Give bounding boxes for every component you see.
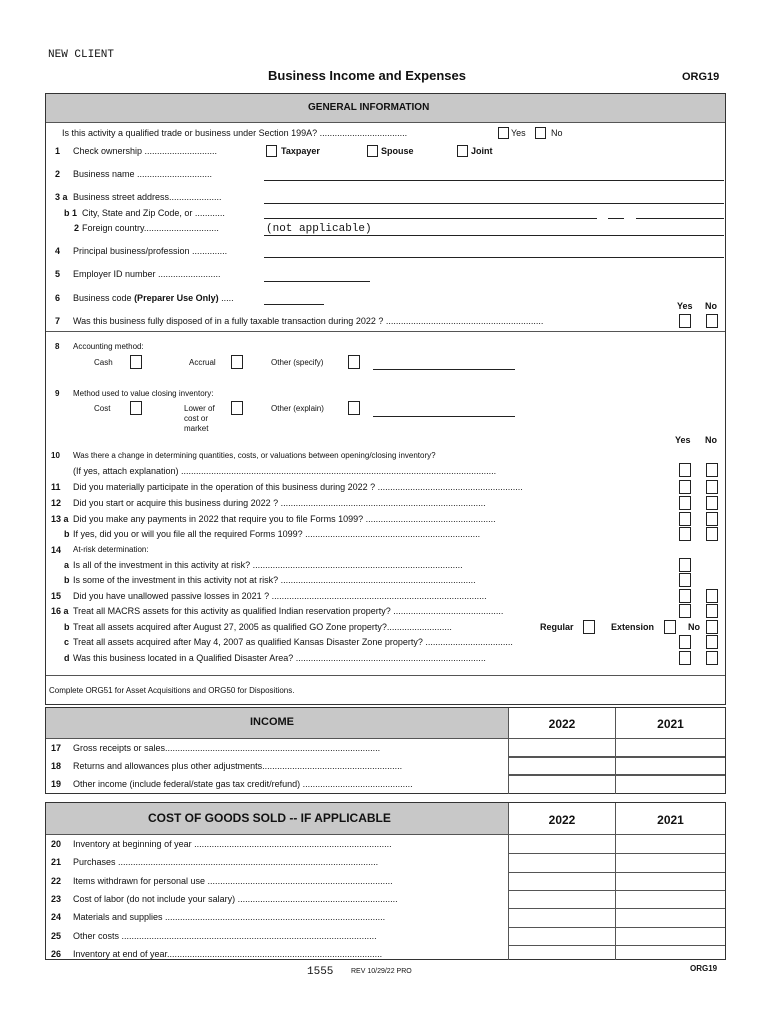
cogs-amount-2021-field[interactable] — [616, 835, 724, 852]
line-13a-label: Did you make any payments in 2022 that require you to file Forms 1099? .................................................... — [73, 514, 496, 524]
line-6-label — [73, 293, 234, 303]
line-16d-yes-checkbox[interactable] — [679, 651, 691, 665]
form-title: Business Income and Expenses — [268, 68, 466, 83]
yes-column-header: Yes — [677, 301, 693, 311]
line-10-number: 10 — [51, 451, 60, 460]
other-explain-field[interactable] — [373, 416, 515, 417]
joint-checkbox[interactable] — [457, 145, 468, 157]
line-16d-no-checkbox[interactable] — [706, 651, 718, 665]
line-10-yes-checkbox[interactable] — [679, 463, 691, 477]
line-13b-no-checkbox[interactable] — [706, 527, 718, 541]
asset-note: Complete ORG51 for Asset Acquisitions and ORG50 for Dispositions. — [49, 686, 295, 695]
line-5-number: 5 — [55, 269, 61, 279]
street-address-field[interactable] — [264, 203, 724, 204]
cogs-line-number: 20 — [51, 839, 62, 849]
line-16b-number: b — [64, 622, 70, 632]
other-explain-label: Other (explain) — [271, 404, 324, 413]
cogs-amount-2022-field[interactable] — [509, 927, 614, 944]
cogs-title: COST OF GOODS SOLD -- IF APPLICABLE — [148, 811, 391, 825]
line-16c-yes-checkbox[interactable] — [679, 635, 691, 649]
cogs-line-number: 21 — [51, 857, 62, 868]
line-3b-number: b 1 — [64, 208, 78, 218]
cogs-col-2021: 2021 — [657, 813, 684, 827]
q199a-label: Is this activity a qualified trade or business under Section 199A? ................................... — [62, 128, 408, 138]
other-explain-checkbox[interactable] — [348, 401, 360, 415]
line-11-yes-checkbox[interactable] — [679, 480, 691, 494]
cogs-line-number: 26 — [51, 948, 62, 959]
cogs-line-number: 24 — [51, 912, 62, 923]
cogs-amount-2021-field[interactable] — [616, 908, 724, 925]
spouse-label: Spouse — [381, 146, 414, 156]
line-2-label: Business name .............................. — [73, 169, 213, 179]
cogs-line-label: Items withdrawn for personal use .......................................................................... — [73, 875, 393, 886]
line-3a-number: 3 a — [55, 192, 68, 202]
q199a-no-checkbox[interactable] — [535, 127, 546, 139]
line-15-number: 15 — [51, 591, 62, 601]
principal-business-field[interactable] — [264, 257, 724, 258]
cogs-amount-2022-field[interactable] — [509, 835, 614, 852]
accrual-label: Accrual — [189, 358, 216, 367]
cogs-line-label: Other costs ...................................................................................................... — [73, 930, 377, 941]
lower-of-label-1: Lower of — [184, 404, 215, 413]
line-3c-number: 2 — [74, 223, 80, 233]
cogs-amount-2021-field[interactable] — [616, 927, 724, 944]
cogs-line-number: 22 — [51, 875, 62, 886]
regular-label: Regular — [540, 622, 574, 632]
client-label: NEW CLIENT — [48, 49, 115, 61]
page-number: 1555 — [307, 966, 334, 978]
line-3a-label: Business street address..................... — [73, 192, 222, 202]
line-16a-no-checkbox[interactable] — [706, 604, 718, 618]
accrual-checkbox[interactable] — [231, 355, 243, 369]
line-6-number: 6 — [55, 293, 61, 303]
cogs-amount-2022-field[interactable] — [509, 853, 614, 870]
line-13a-no-checkbox[interactable] — [706, 512, 718, 526]
income-amount-2022-field[interactable] — [509, 775, 614, 792]
cogs-amount-2022-field[interactable] — [509, 945, 614, 962]
line-14-number: 14 — [51, 545, 62, 555]
line-4-label: Principal business/profession .............. — [73, 246, 228, 256]
line-14-label: At-risk determination: — [73, 545, 149, 554]
line-9-label: Method used to value closing inventory: — [73, 389, 214, 398]
zip-field[interactable] — [636, 218, 724, 219]
line-16d-label: Was this business located in a Qualified Disaster Area? ............................................................................ — [73, 653, 486, 663]
cogs-line-number: 25 — [51, 930, 62, 941]
cogs-col-2022: 2022 — [548, 813, 576, 827]
general-title: GENERAL INFORMATION — [308, 102, 430, 113]
line-10-no-checkbox[interactable] — [706, 463, 718, 477]
line-12-no-checkbox[interactable] — [706, 496, 718, 510]
line-15-yes-checkbox[interactable] — [679, 589, 691, 603]
line-10-label-2: (If yes, attach explanation) .............................................................................................................................. — [73, 466, 497, 476]
line-16a-yes-checkbox[interactable] — [679, 604, 691, 618]
line-16b-label: Treat all assets acquired after August 27, 2005 as qualified GO Zone property?.......................... — [73, 622, 452, 632]
income-col-2022: 2022 — [548, 717, 576, 731]
line-3c-label: Foreign country.............................. — [82, 223, 219, 233]
line-16a-number: 16 a — [51, 606, 69, 616]
line-16d-number: d — [64, 653, 70, 663]
q199a-yes-label: Yes — [511, 128, 526, 138]
line-16b-no-label: No — [688, 622, 700, 632]
line-15-no-checkbox[interactable] — [706, 589, 718, 603]
line-12-label: Did you start or acquire this business during 2022 ? .................................................................................. — [73, 498, 486, 508]
lower-of-label-3: market — [184, 424, 209, 433]
line-10-label: Was there a change in determining quantities, costs, or valuations between opening/closing inventory? — [73, 451, 436, 460]
cogs-line-number: 23 — [51, 893, 62, 904]
cogs-amount-2021-field[interactable] — [616, 945, 724, 962]
income-line-label: Other income (include federal/state gas tax credit/refund) ............................................ — [73, 779, 413, 789]
line-12-yes-checkbox[interactable] — [679, 496, 691, 510]
income-col-2021: 2021 — [657, 717, 684, 731]
line-13b-number: b — [64, 529, 70, 539]
line-5-label: Employer ID number ......................... — [73, 269, 221, 279]
city-field[interactable] — [264, 218, 597, 219]
cogs-line-label: Purchases ........................................................................................................ — [73, 857, 379, 868]
line-16c-no-checkbox[interactable] — [706, 635, 718, 649]
line-13b-label: If yes, did you or will you file all the required Forms 1099? ...................................................................... — [73, 529, 481, 539]
cost-checkbox[interactable] — [130, 401, 142, 415]
foreign-country-value[interactable]: (not applicable) — [266, 223, 372, 235]
employer-id-field[interactable] — [264, 281, 370, 282]
other-specify-label: Other (specify) — [271, 358, 324, 367]
income-amount-2022-field[interactable] — [509, 757, 614, 774]
line-1-number: 1 — [55, 146, 61, 156]
line-11-no-checkbox[interactable] — [706, 480, 718, 494]
line-9-number: 9 — [55, 389, 60, 398]
line-7-no-checkbox[interactable] — [706, 314, 718, 328]
line-13a-number: 13 a — [51, 514, 69, 524]
other-specify-field[interactable] — [373, 369, 515, 370]
line-14a-yes-checkbox[interactable] — [679, 558, 691, 572]
extension-label: Extension — [611, 622, 655, 632]
line-7-yes-checkbox[interactable] — [679, 314, 691, 328]
q199a-no-label: No — [551, 128, 563, 138]
line-8-number: 8 — [55, 342, 60, 351]
line-14b-label: Is some of the investment in this activity not at risk? .............................................................................. — [73, 575, 476, 585]
state-field[interactable] — [608, 218, 624, 219]
cost-label: Cost — [94, 404, 111, 413]
line-16a-label: Treat all MACRS assets for this activity as qualified Indian reservation property? ............................................ — [73, 606, 504, 616]
form-code: ORG19 — [682, 71, 720, 83]
regular-checkbox[interactable] — [583, 620, 595, 634]
line-8-label: Accounting method: — [73, 342, 144, 351]
line-6-preparer: (Preparer Use Only) — [134, 293, 219, 303]
cogs-amount-2022-field[interactable] — [509, 890, 614, 907]
income-line-number: 19 — [51, 779, 62, 789]
cash-checkbox[interactable] — [130, 355, 142, 369]
no-column-header: No — [705, 301, 717, 311]
line-13a-yes-checkbox[interactable] — [679, 512, 691, 526]
spouse-checkbox[interactable] — [367, 145, 378, 157]
line-15-label: Did you have unallowed passive losses in 2021 ? ...................................................................................... — [73, 591, 487, 601]
line-1-label: Check ownership ............................. — [73, 146, 218, 156]
line-6-text: Business code — [73, 293, 132, 303]
cogs-line-label: Inventory at end of year...................................................................................... — [73, 948, 383, 959]
cogs-amount-2022-field[interactable] — [509, 908, 614, 925]
footer-form-code: ORG19 — [690, 964, 718, 973]
business-code-field[interactable] — [264, 304, 324, 305]
taxpayer-label: Taxpayer — [281, 146, 320, 156]
divider-1 — [46, 331, 725, 332]
divider-2 — [46, 675, 725, 676]
line-7-label: Was this business fully disposed of in a fully taxable transaction during 2022 ? ............................................................... — [73, 316, 544, 326]
line-3b-label: City, State and Zip Code, or ............ — [82, 208, 225, 218]
cogs-line-label: Inventory at beginning of year ............................................................................... — [73, 839, 392, 849]
line-2-number: 2 — [55, 169, 61, 179]
cogs-line-label: Materials and supplies ........................................................................................ — [73, 912, 386, 923]
cash-label: Cash — [94, 358, 113, 367]
income-line-number: 18 — [51, 761, 62, 771]
questions-no-header: No — [705, 435, 717, 445]
line-16c-number: c — [64, 637, 70, 647]
cogs-amount-2022-field[interactable] — [509, 872, 614, 889]
lower-of-label-2: cost or — [184, 414, 209, 423]
line-16c-label: Treat all assets acquired after May 4, 2007 as qualified Kansas Disaster Zone property? ................................... — [73, 637, 513, 647]
cogs-line-label: Cost of labor (do not include your salary) ................................................................ — [73, 893, 398, 904]
questions-yes-header: Yes — [675, 435, 691, 445]
income-amount-2022-field[interactable] — [509, 739, 614, 756]
lower-of-checkbox[interactable] — [231, 401, 243, 415]
income-amount-2021-field[interactable] — [616, 775, 724, 792]
business-name-field[interactable] — [264, 180, 724, 181]
other-specify-checkbox[interactable] — [348, 355, 360, 369]
cogs-amount-2021-field[interactable] — [616, 872, 724, 889]
line-14a-number: a — [64, 560, 70, 570]
line-14b-number: b — [64, 575, 70, 585]
foreign-country-field — [264, 235, 724, 236]
revision-label: REV 10/29/22 PRO — [351, 968, 412, 975]
cogs-amount-2021-field[interactable] — [616, 853, 724, 870]
line-11-label: Did you materially participate in the operation of this business during 2022 ? .......................................................... — [73, 482, 523, 492]
line-16b-no-checkbox[interactable] — [706, 620, 718, 634]
income-amount-2021-field[interactable] — [616, 757, 724, 774]
line-7-number: 7 — [55, 316, 61, 326]
income-line-label: Gross receipts or sales...................................................................................... — [73, 743, 381, 753]
q199a-yes-checkbox[interactable] — [498, 127, 509, 139]
extension-checkbox[interactable] — [664, 620, 676, 634]
line-14a-label: Is all of the investment in this activity at risk? .................................................................................... — [73, 560, 463, 570]
joint-label: Joint — [471, 146, 493, 156]
line-13b-yes-checkbox[interactable] — [679, 527, 691, 541]
line-6-dots: ..... — [221, 293, 234, 303]
cogs-amount-2021-field[interactable] — [616, 890, 724, 907]
income-line-number: 17 — [51, 743, 62, 753]
income-line-label: Returns and allowances plus other adjustments........................................................ — [73, 761, 403, 771]
line-11-number: 11 — [51, 482, 61, 492]
line-4-number: 4 — [55, 246, 61, 256]
income-title: INCOME — [250, 716, 294, 728]
taxpayer-checkbox[interactable] — [266, 145, 277, 157]
income-amount-2021-field[interactable] — [616, 739, 724, 756]
line-12-number: 12 — [51, 498, 62, 508]
line-14b-yes-checkbox[interactable] — [679, 573, 691, 587]
